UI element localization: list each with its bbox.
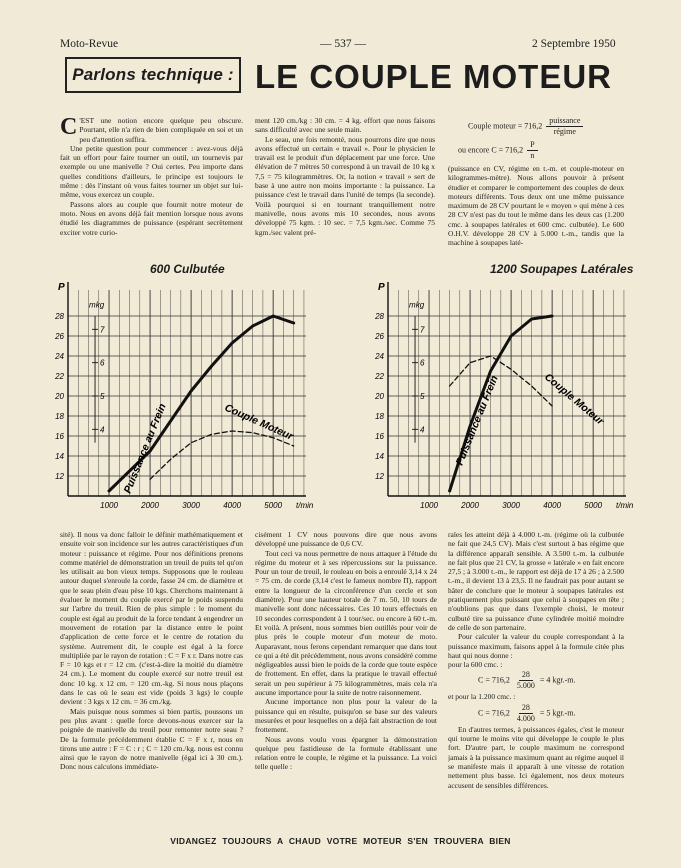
y-tick-label: 22 — [375, 372, 384, 381]
section-banner: Parlons technique : — [65, 57, 241, 93]
y-tick-label: 20 — [55, 392, 64, 401]
y-tick-label: 12 — [375, 472, 384, 481]
x-tick-label: 2000 — [461, 501, 479, 510]
torque-tick-label: 4 — [100, 425, 105, 435]
body-column-2 — [255, 530, 437, 830]
y-tick-label: 18 — [55, 412, 64, 421]
intro-column-2 — [255, 116, 435, 296]
paragraph: Mais puisque nous sommes si bien partis, poussons un peu plus avant : quelle force devons-nous exercer sur la poignée de manivelle du treuil pour remonter notre seau ? De la formule précédemment établie C = F x r, nous en tirons une autre : F = C : r ; C = 120 cm./kg. nous est connu ainsi que le rayon de notre manivelle (égal ici à 30 cm.). Donc nous calculons immédiate- — [60, 706, 243, 772]
x-axis-label: t/min — [616, 501, 634, 510]
formula-couple-words: Couple moteur = 716,2 $\frac{\text{puissance}}{\text{régime}}$ — [468, 116, 624, 137]
paragraph: sité). Il nous va donc falloir le définir mathématiquement et ensuite voir son incidence sur les autres caractéristiques d'un moteur : puissance et régime. Pour nos définitions prenons comme matériel de démonstration un treuil de puits tel qu'on les utilisait au bon vieux temps. Supposons que le rouleau autour duquel s'enroule la corde, fasse 24 cm. de diamètre et que le seau plein d'eau pèse 10 kgs. Cherchons maintenant à évaluer le moment du couple exercé par le poids suspendu sur l'arbre du treuil. Rien de plus simple : le moment du couple est égal au produit de la force tendant à engendrer un mouvement de rotation par la distance entre le point d'application de cette force et le centre de rotation du système. Autrement dit, le couple est égal à la force multipliée par le rayon de rotation : C = F x r. Dans notre cas F = 10 kgs et r = 12 cm. (c'est-à-dire la moitié du diamètre 24 cm.). Le moment du couple exercé sur notre treuil est donc 10 kg. x 12 cm. = 120 cm.-kg. Si nous nous plaçons dans le cas où le seau est vide (poids 3 kgs) le couple devient : 3 kgs x 12 cm. = 36 cm./kg. — [60, 530, 243, 707]
torque-tick-label: 7 — [100, 325, 105, 335]
y-tick-label: 28 — [375, 312, 384, 321]
magazine-name: Moto-Revue — [60, 38, 119, 50]
y-tick-label: 26 — [55, 332, 64, 341]
paragraph: Passons alors au couple que fournit notre moteur de moto. Nous en avons déjà fait mention lorsque nous avons étudié les diagrammes de puissance (espérant secrètement exciter votre curio- — [60, 199, 243, 237]
body-column-1 — [60, 530, 243, 830]
torque-curve-label: Couple Moteur — [542, 371, 607, 428]
paragraph: En d'autres termes, à puissances égales, c'est le moteur qui tourne le moins vite qui développe le couple le plus fort. D'autre part, le couple maximum ne correspond jamais à la puissance maximum quant au régime auquel il se manifeste mais il apparaît à une vitesse de rotation nettement plus basse. Ici également, nos deux moteurs accusent de sensibles différences. — [448, 724, 624, 790]
y-tick-label: 14 — [375, 452, 384, 461]
paragraph: ment 120 cm./kg : 30 cm. = 4 kg. effort que nous faisons sans difficulté avec une seule main. — [255, 116, 435, 135]
torque-tick-label: 6 — [420, 358, 425, 368]
y-tick-label: 14 — [55, 452, 64, 461]
formula-couple-symbols: ou encore C = 716,2 $\frac{P}{n}$ — [458, 140, 624, 161]
issue-date: 2 Septembre 1950 — [532, 38, 616, 50]
body-column-3 — [448, 530, 624, 830]
torque-tick-label: 6 — [100, 358, 105, 368]
chart-600-culbutee — [38, 270, 328, 522]
y-tick-label: 22 — [55, 372, 64, 381]
power-curve-label: Puissance au Frein — [121, 401, 169, 496]
paragraph: Aucune importance non plus pour la valeur de la puissance qui en résulte, puisqu'on se base sur des valeurs mesurées et pour lesquelles on a déjà fait abstraction de tout frottement. — [255, 697, 437, 735]
torque-tick-label: 7 — [420, 325, 425, 335]
x-tick-label: 4000 — [543, 501, 562, 510]
paragraph: 'EST une notion encore quelque peu obscure. Pourtant, elle n'a rien de bien compliquée en soi et un peu d'attention suffira. — [79, 116, 243, 144]
paragraph: pour la 600 cmc. : — [448, 660, 503, 670]
y-tick-label: 24 — [55, 352, 64, 361]
paragraph: cisément 1 CV nous pouvons dire que nous avons développé une puissance de 0,6 CV. — [255, 530, 437, 549]
torque-tick-label: 5 — [100, 392, 105, 401]
power-curve-label: Puissance au Frein — [453, 373, 501, 468]
y-tick-label: 18 — [375, 412, 384, 421]
chart-title: 600 Culbutée — [150, 262, 225, 276]
x-tick-label: 3000 — [502, 501, 521, 510]
x-axis-label: t/min — [296, 501, 314, 510]
paragraph: rales les atteint déjà à 4.000 t.-m. (régime où la culbutée ne fait que 24,5 CV). Mais c'est surtout à bas régime que la différence apparaît sensible. A 3.500 t.-m. la culbutée ne fait plus que 21 CV, la grosse « latérale » en fait encore 27,5 ; à 3.000 t.-m., le rapport est déjà de 17 à 26 ; à 2.500 t.-m., il devient 13 à 23,5. Il ne faudrait pas pour autant se hâter de conclure que le moteur à soupapes latérales est pratiquement plus puissant que celui à soupapes en tête ; n'oublions pas que dans l'exemple choisi, le moteur culbuté tire sa puissance d'une cylindrée moitié moindre de celle de son partenaire. — [448, 530, 624, 632]
x-tick-label: 1000 — [100, 501, 118, 510]
x-tick-label: 5000 — [264, 501, 283, 510]
paragraph: Le seau, une fois remonté, nous pourrons dire que nous avons effectué un certain « travail ». Pour le physicien le travail est le produit d'un déplacement par une force. Une élévation de 7 mètres 50 correspond à un travail de 10 kg x 7,5 = 75 kilogrammètres. Or, la notion « travail » sert de base à une autre non moins importante : la puissance. La puissance c'est le travail dans l'unité de temps (la seconde). Voilà pourquoi si en tournant tranquillement notre manivelle, nous avons mis 10 secondes, nous avons développé 75 kgm. : 10 sec. = 7,5 kgm./sec. Comme 75 kgm./sec valent pré- — [255, 134, 435, 237]
chart-1200-soupapes-laterales — [358, 270, 648, 522]
torque-curve-label: Couple Moteur — [222, 401, 295, 443]
y-tick-label: 12 — [55, 472, 64, 481]
y-axis-label: P — [58, 282, 65, 293]
y-tick-label: 16 — [55, 432, 64, 441]
y-tick-label: 28 — [55, 312, 64, 321]
paragraph: et pour la 1.200 cmc. : — [448, 692, 516, 702]
y-axis-label: P — [378, 282, 385, 293]
footer-slogan: VIDANGEZ TOUJOURS A CHAUD VOTRE MOTEUR S'EN TROUVERA BIEN — [170, 836, 511, 846]
drop-cap: C — [60, 116, 78, 140]
x-tick-label: 3000 — [182, 501, 201, 510]
torque-axis-label: mkg — [89, 300, 105, 310]
formula-600: C = 716,2 $\frac{28}{5.000}$ = 4 kgr.-m. — [478, 670, 576, 691]
torque-tick-label: 4 — [420, 425, 425, 435]
x-tick-label: 2000 — [141, 501, 159, 510]
y-tick-label: 20 — [375, 392, 384, 401]
formula-1200: C = 716,2 $\frac{28}{4.000}$ = 5 kgr.-m. — [478, 702, 576, 723]
y-tick-label: 26 — [375, 332, 384, 341]
paragraph: Tout ceci va nous permettre de nous attaquer à l'étude du régime du moteur et à ses répercussions sur la puissance. Pour un tour de treuil, le rouleau en bois a enroulé 3,14 x 24 = 75 cm. de corde (3,14 c'est le fameux nombre Π), rapport entre la longueur de la circonférence d'un cercle et son diamètre). Pour une hauteur totale de 7 m. 50, 10 tours de manivelle sont donc nécessaires. Ces 10 tours effectués en 10 secondes correspondent à 1 tour/sec. ou encore à 60 t.-m. Et voilà. A présent, nous sommes bien outillés pour voir de plus près le couple moteur d'un moteur de moto. Auparavant, nous ferons cependant remarquer que dans tout ce qui a été dit précédemment, nous avons considéré comme négligeables aussi bien le poids de la corde que toute espèce de frottement. En effet, dans la pratique le travail effectué serait un peu supérieur à 75 kilogrammètres, mais cela n'a aucune importance pour la suite de notre raisonnement. — [255, 548, 437, 698]
y-tick-label: 16 — [375, 432, 384, 441]
torque-axis-label: mkg — [409, 300, 425, 310]
paragraph: Nous avons voulu vous épargner la démonstration quelque peu fastidieuse de la formule établissant une relation entre le couple, le régime et la puissance. La voici telle quelle : — [255, 734, 437, 772]
x-tick-label: 5000 — [584, 501, 603, 510]
chart-title: 1200 Soupapes Latérales — [490, 262, 634, 276]
x-tick-label: 1000 — [420, 501, 438, 510]
paragraph: Une petite question pour commencer : avez-vous déjà fait un effort pour faire tourner un outil, un tournevis par exemple ou une manivelle ? Oui certes. Peu importe dans quelles conditions d'ailleurs, le principe est toujours le même : dès l'instant où vous faites tourner un objet sur lui-même, vous exercez un couple. — [60, 143, 243, 200]
page-number: — 537 — — [320, 38, 366, 50]
paragraph: (puissance en CV, régime en t.-m. et couple-moteur en kilogrammes-mètre). Nous allons pouvoir à présent étudier et comparer le comportement des couples de deux moteurs différents. Tous deux ont une même puissance maximum de 28 CV pourtant le « moyen » qui mène à ces 28 CV n'est pas du tout le même dans les deux cas (1.200 cmc. à soupapes latérales et 600 cmc. culbutée). Le 600 O.H.V. développe 28 CV à 5.000 t.-m., tandis que la machine à soupapes laté- — [448, 164, 624, 248]
torque-tick-label: 5 — [420, 392, 425, 401]
x-tick-label: 4000 — [223, 501, 242, 510]
article-title: LE COUPLE MOTEUR — [255, 58, 613, 95]
y-tick-label: 24 — [375, 352, 384, 361]
paragraph: Pour calculer la valeur du couple correspondant à la puissance maximum, faisons appel à la formule citée plus haut qui nous donne : — [448, 632, 624, 660]
